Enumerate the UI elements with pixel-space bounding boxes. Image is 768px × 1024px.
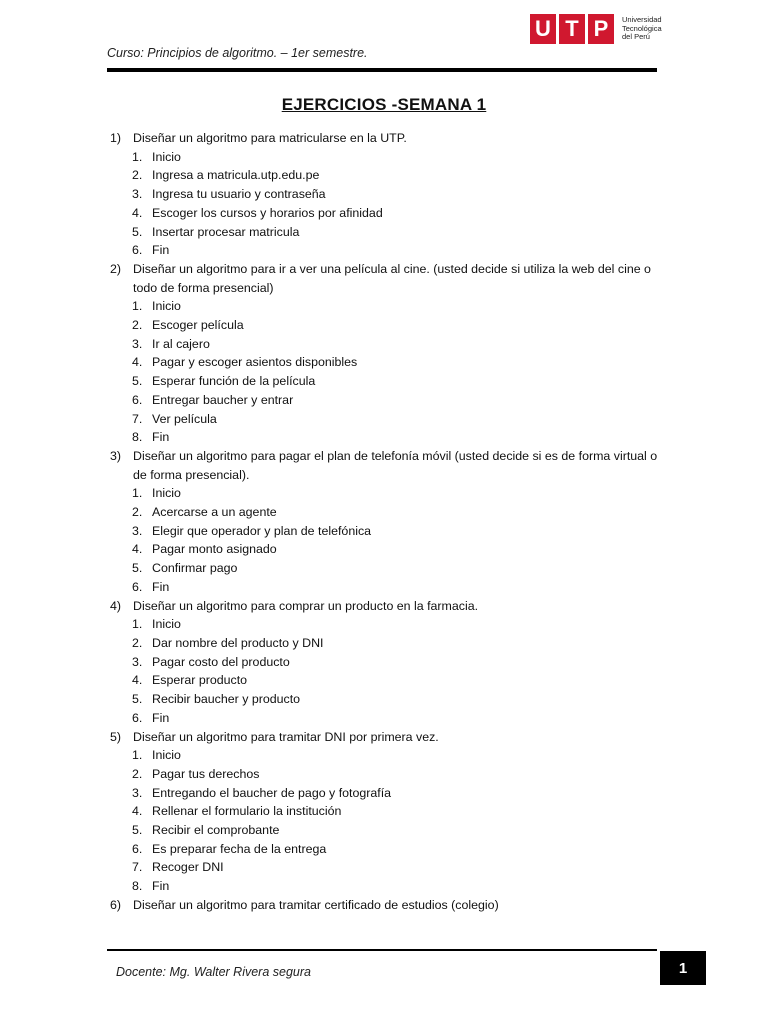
step-text: Pagar costo del producto — [152, 654, 290, 669]
step-text: Pagar monto asignado — [152, 542, 277, 557]
step-number: 3. — [132, 654, 143, 669]
step-item — [107, 391, 667, 410]
step-number: 6. — [132, 243, 143, 258]
step-text: Fin — [152, 710, 170, 725]
step-number: 5. — [132, 823, 143, 838]
logo-line-3: del Perú — [622, 32, 650, 42]
step-number: 4. — [132, 205, 143, 220]
step-number: 6. — [132, 841, 143, 856]
step-number: 6. — [132, 392, 143, 407]
step-item — [107, 858, 667, 877]
step-number: 4. — [132, 673, 143, 688]
step-number: 1. — [132, 748, 143, 763]
exercise-number: 4) — [110, 598, 122, 613]
step-item — [107, 578, 667, 597]
step-number: 5. — [132, 561, 143, 576]
exercise-statement: Diseñar un algoritmo para comprar un producto en la farmacia. — [133, 598, 479, 613]
step-item — [107, 522, 667, 541]
step-item — [107, 840, 667, 859]
step-number: 5. — [132, 374, 143, 389]
step-item — [107, 540, 667, 559]
exercise-statement: Diseñar un algoritmo para tramitar DNI por primera vez. — [133, 729, 439, 744]
step-item — [107, 709, 667, 728]
step-text: Inicio — [152, 299, 181, 314]
step-number: 7. — [132, 860, 143, 875]
step-text: Escoger película — [152, 318, 244, 333]
step-item — [107, 297, 667, 316]
step-text: Esperar producto — [152, 673, 248, 688]
exercise-item — [107, 896, 667, 915]
step-item — [107, 316, 667, 335]
step-text: Fin — [152, 879, 170, 894]
step-text: Acercarse a un agente — [152, 505, 277, 520]
exercise-statement: Diseñar un algoritmo para matricularse en la UTP. — [133, 131, 407, 145]
step-number: 1. — [132, 299, 143, 314]
step-list — [107, 148, 667, 260]
step-number: 5. — [132, 224, 143, 239]
step-number: 2. — [132, 766, 143, 781]
step-item — [107, 204, 667, 223]
step-text: Inicio — [152, 149, 181, 164]
step-text: Pagar y escoger asientos disponibles — [152, 355, 358, 370]
step-number: 6. — [132, 579, 143, 594]
step-item — [107, 802, 667, 821]
logo-line-2: Tecnológica — [622, 23, 662, 33]
step-text: Recibir el comprobante — [152, 823, 280, 838]
step-number: 3. — [132, 336, 143, 351]
step-text: Recoger DNI — [152, 860, 224, 875]
step-item — [107, 185, 667, 204]
step-number: 5. — [132, 692, 143, 707]
step-item — [107, 784, 667, 803]
step-number: 2. — [132, 505, 143, 520]
step-text: Elegir que operador y plan de telefónica — [152, 523, 372, 538]
step-text: Ver película — [152, 411, 217, 426]
step-number: 8. — [132, 879, 143, 894]
step-item — [107, 353, 667, 372]
step-item — [107, 410, 667, 429]
step-text: Rellenar el formulario la institución — [152, 804, 342, 819]
step-item — [107, 428, 667, 447]
step-number: 7. — [132, 411, 143, 426]
exercise-number: 6) — [110, 897, 122, 912]
step-number: 8. — [132, 430, 143, 445]
exercise-statement: Diseñar un algoritmo para ir a ver una película al cine. (usted decide si utiliza la web del cine o todo de forma presencial) — [133, 261, 651, 295]
step-text: Entregando el baucher de pago y fotografía — [152, 785, 392, 800]
exercise-list — [107, 129, 667, 915]
teacher-footer: Docente: Mg. Walter Rivera segura — [116, 965, 311, 979]
exercise-statement: Diseñar un algoritmo para pagar el plan de telefonía móvil (usted decide si es de forma virtual o de forma presencial). — [133, 448, 658, 482]
exercise-item — [107, 447, 667, 484]
step-text: Inicio — [152, 748, 181, 763]
step-text: Dar nombre del producto y DNI — [152, 635, 324, 650]
step-item — [107, 223, 667, 242]
step-item — [107, 148, 667, 167]
step-number: 4. — [132, 542, 143, 557]
step-item — [107, 690, 667, 709]
step-number: 4. — [132, 355, 143, 370]
logo-line-1: Universidad — [622, 15, 662, 25]
step-list — [107, 297, 667, 447]
step-item — [107, 241, 667, 260]
exercise-item — [107, 260, 667, 297]
step-item — [107, 166, 667, 185]
step-item — [107, 877, 667, 896]
step-item — [107, 821, 667, 840]
step-number: 1. — [132, 486, 143, 501]
step-item — [107, 634, 667, 653]
step-text: Inicio — [152, 486, 181, 501]
step-number: 1. — [132, 149, 143, 164]
step-text: Insertar procesar matricula — [152, 224, 300, 239]
exercise-item — [107, 728, 667, 747]
step-item — [107, 559, 667, 578]
exercise-statement: Diseñar un algoritmo para tramitar certificado de estudios (colegio) — [133, 897, 499, 912]
logo-letter-u: U — [530, 14, 556, 44]
step-text: Fin — [152, 579, 170, 594]
step-text: Esperar función de la película — [152, 374, 316, 389]
step-number: 3. — [132, 187, 143, 202]
exercise-number: 1) — [110, 131, 122, 145]
step-number: 3. — [132, 523, 143, 538]
step-number: 3. — [132, 785, 143, 800]
step-item — [107, 746, 667, 765]
logo-letter-t: T — [559, 14, 585, 44]
step-number: 2. — [132, 168, 143, 183]
step-text: Fin — [152, 243, 170, 258]
exercise-number: 5) — [110, 729, 122, 744]
step-text: Recibir baucher y producto — [152, 692, 301, 707]
exercise-number: 2) — [110, 261, 122, 276]
step-text: Ingresa tu usuario y contraseña — [152, 187, 326, 202]
step-text: Escoger los cursos y horarios por afinidad — [152, 205, 383, 220]
step-number: 4. — [132, 804, 143, 819]
step-text: Es preparar fecha de la entrega — [152, 841, 327, 856]
step-number: 2. — [132, 318, 143, 333]
step-item — [107, 671, 667, 690]
step-item — [107, 335, 667, 354]
utp-logo — [530, 12, 662, 46]
step-item — [107, 503, 667, 522]
step-item — [107, 765, 667, 784]
page-number: 1 — [660, 951, 706, 985]
step-list — [107, 746, 667, 896]
step-item — [107, 615, 667, 634]
step-number: 6. — [132, 710, 143, 725]
step-text: Inicio — [152, 617, 181, 632]
step-number: 2. — [132, 635, 143, 650]
exercise-item — [107, 129, 667, 148]
step-item — [107, 372, 667, 391]
step-text: Ir al cajero — [152, 336, 210, 351]
exercise-item — [107, 597, 667, 616]
header-divider — [107, 68, 657, 72]
step-list — [107, 484, 667, 596]
step-number: 1. — [132, 617, 143, 632]
footer-divider — [107, 949, 657, 951]
step-text: Entregar baucher y entrar — [152, 392, 294, 407]
exercise-number: 3) — [110, 448, 122, 463]
page-title: EJERCICIOS -SEMANA 1 — [281, 95, 487, 114]
step-text: Pagar tus derechos — [152, 766, 260, 781]
step-text: Ingresa a matricula.utp.edu.pe — [152, 168, 320, 183]
step-list — [107, 615, 667, 727]
step-item — [107, 653, 667, 672]
step-text: Fin — [152, 430, 170, 445]
logo-letter-p: P — [588, 14, 614, 44]
course-header: Curso: Principios de algoritmo. – 1er semestre. — [107, 46, 368, 60]
step-text: Confirmar pago — [152, 561, 238, 576]
logo-university-name — [622, 16, 662, 42]
step-item — [107, 484, 667, 503]
